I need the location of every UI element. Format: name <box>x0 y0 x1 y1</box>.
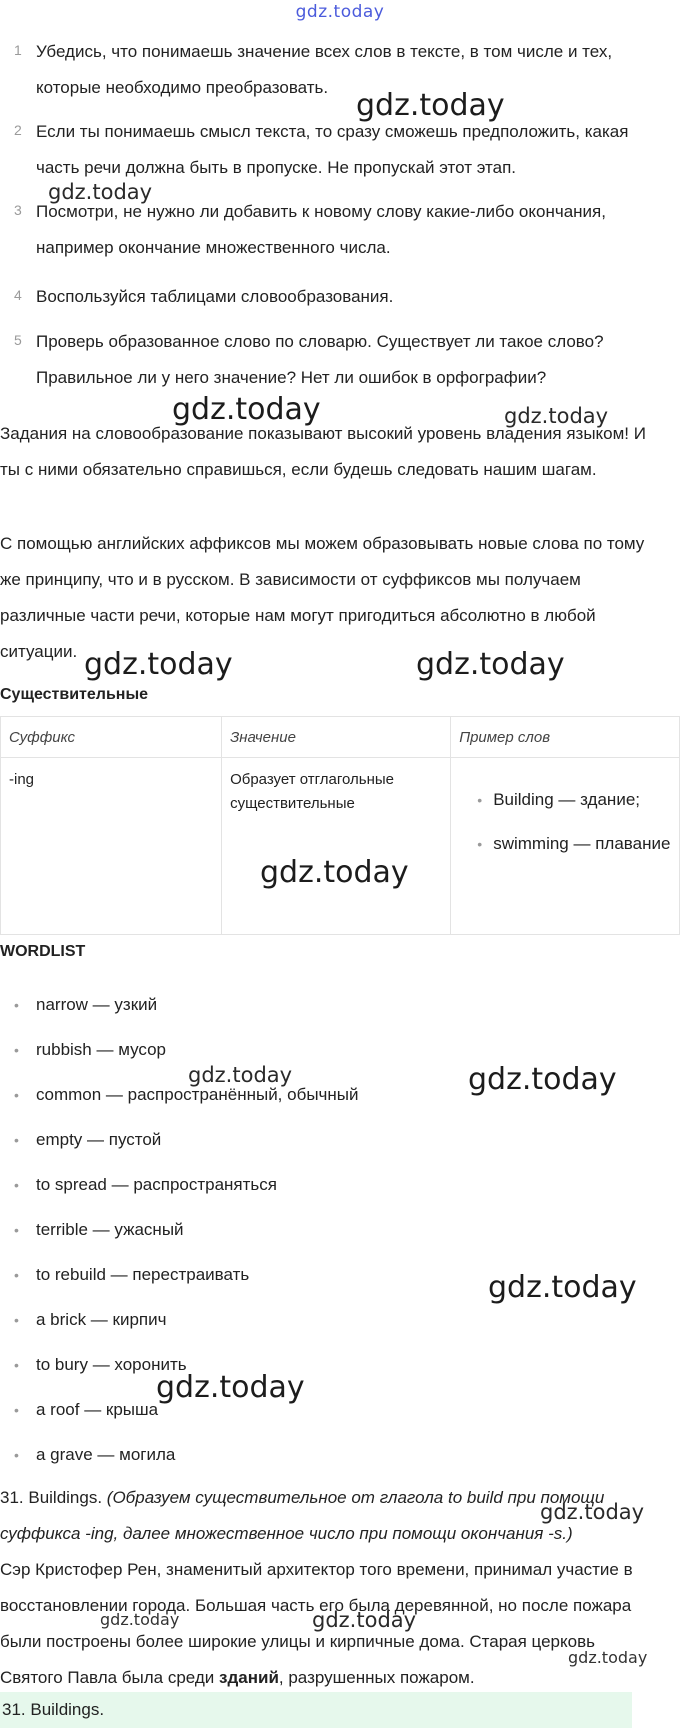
step-text: Проверь образованное слово по словарю. Существует ли такое слово? Правильное ли у него значение? Нет ли ошибок в орфографии? <box>36 332 604 387</box>
exercise-text-before: Сэр Кристофер Рен, знаменитый архитектор того времени, принимал участие в восстановлении города. Большая часть его была деревянной, но после пожара были построены более широкие улицы и кирпичные дома. Старая церковь Святого Павла была среди <box>0 1560 633 1687</box>
column-header-suffix: Суффикс <box>1 717 222 758</box>
examples-list <box>459 782 671 862</box>
watermark: gdz.today <box>156 1370 305 1405</box>
exercise-hint: (Образуем существительное от глагола to build при помощи суффикса -ing, далее множественное число при помощи окончания -s.) <box>0 1488 605 1543</box>
answer-box: 31. Buildings. <box>0 1692 632 1728</box>
watermark: gdz.today <box>356 88 505 123</box>
exercise-text-after: , разрушенных пожаром. <box>278 1668 475 1687</box>
exercise-label: 31. Buildings. <box>0 1488 107 1507</box>
table-row <box>1 758 680 935</box>
wordlist-heading: WORDLIST <box>0 943 86 960</box>
site-logo[interactable]: gdz.today <box>295 2 385 22</box>
affixes-paragraph: С помощью английских аффиксов мы можем образовывать новые слова по тому же принципу, что и в русском. В зависимости от суффиксов мы получаем различные части речи, которые нам могут пригодиться абсолютно в любой ситуации. <box>0 534 645 661</box>
step-text: Если ты понимаешь смысл текста, то сразу сможешь предположить, какая часть речи должна быть в пропуске. Не пропускай этот этап. <box>36 122 629 177</box>
table-header-row <box>1 717 680 758</box>
step-number: 4 <box>14 287 22 303</box>
watermark: gdz.today <box>100 1610 180 1629</box>
word-text: narrow — узкий <box>36 995 158 1014</box>
word-text: terrible — ужасный <box>36 1220 184 1239</box>
watermark: gdz.today <box>488 1270 637 1305</box>
watermark: gdz.today <box>568 1648 648 1667</box>
cell-meaning: Образует отглагольные существительные <box>222 758 451 935</box>
word-text: to bury — хоронить <box>36 1355 187 1374</box>
word-text: rubbish — мусор <box>36 1040 166 1059</box>
watermark: gdz.today <box>416 647 565 682</box>
list-item: • swimming — плавание <box>477 826 671 862</box>
word-text: to spread — распространяться <box>36 1175 277 1194</box>
column-header-meaning: Значение <box>222 717 451 758</box>
step-text: Посмотри, не нужно ли добавить к новому слову какие-либо окончания, например окончание множественного числа. <box>36 202 606 257</box>
suffix-table <box>0 716 680 935</box>
step-number: 5 <box>14 332 22 348</box>
exercise-31 <box>0 1480 660 1696</box>
step-number: 1 <box>14 42 22 58</box>
watermark: gdz.today <box>468 1062 617 1097</box>
step-text: Воспользуйся таблицами словообразования. <box>36 287 394 306</box>
watermark: gdz.today <box>48 180 153 204</box>
watermark: gdz.today <box>172 392 321 427</box>
word-text: a roof — крыша <box>36 1400 159 1419</box>
watermark: gdz.today <box>504 404 609 428</box>
watermark: gdz.today <box>260 855 409 890</box>
watermark: gdz.today <box>312 1608 417 1632</box>
intro-paragraph: Задания на словообразование показывают высокий уровень владения языком! И ты с ними обязательно справишься, если будешь следовать нашим шагам. <box>0 424 646 479</box>
exercise-bold-word: зданий <box>219 1668 279 1687</box>
column-header-examples: Пример слов <box>451 717 680 758</box>
list-item: • Building — здание; <box>477 782 671 818</box>
step-number: 3 <box>14 202 22 218</box>
watermark: gdz.today <box>540 1500 645 1524</box>
nouns-heading: Существительные <box>0 686 149 703</box>
word-text: a brick — кирпич <box>36 1310 167 1329</box>
cell-examples <box>451 758 680 935</box>
cell-suffix: -ing <box>1 758 222 935</box>
watermark: gdz.today <box>188 1063 293 1087</box>
step-text: Убедись, что понимаешь значение всех слов в тексте, в том числе и тех, которые необходимо преобразовать. <box>36 42 613 97</box>
watermark: gdz.today <box>84 647 233 682</box>
word-text: common — распространённый, обычный <box>36 1085 359 1104</box>
word-text: a grave — могила <box>36 1445 176 1464</box>
step-number: 2 <box>14 122 22 138</box>
word-text: empty — пустой <box>36 1130 162 1149</box>
word-text: to rebuild — перестраивать <box>36 1265 250 1284</box>
